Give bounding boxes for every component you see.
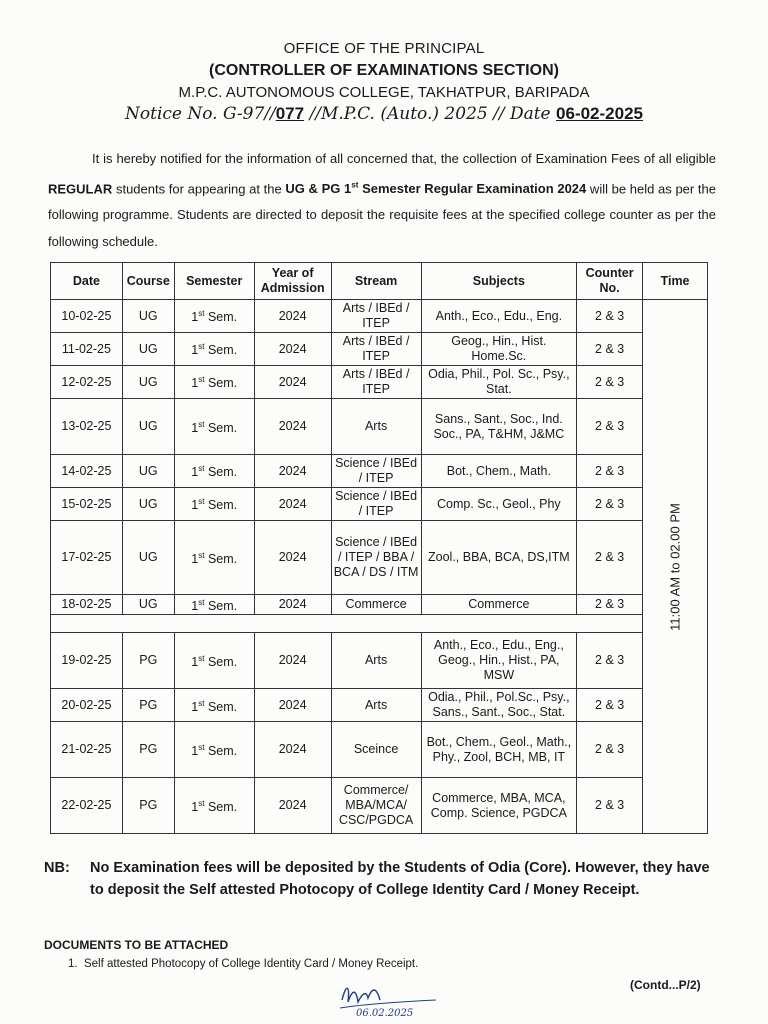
year-cell: 2024	[254, 488, 331, 521]
counter-cell: 2 & 3	[577, 366, 643, 399]
signature-date: 06.02.2025	[356, 1008, 414, 1018]
stream-cell: Science / IBEd / ITEP	[331, 455, 421, 488]
table-row	[51, 300, 708, 333]
course-cell: PG	[122, 778, 174, 834]
subjects-cell: Commerce	[421, 595, 577, 615]
column-header: Time	[643, 263, 708, 300]
column-header: Semester	[174, 263, 254, 300]
time-cell	[643, 300, 708, 834]
stream-cell: Arts	[331, 689, 421, 722]
year-cell: 2024	[254, 521, 331, 595]
column-header: Counter No.	[577, 263, 643, 300]
course-cell: UG	[122, 455, 174, 488]
nb-text: No Examination fees will be deposited by the Students of Odia (Core). However, they have to deposit the Self attested Photocopy of College Identity Card / Money Receipt.	[90, 860, 710, 898]
table-row	[51, 595, 708, 615]
intro-paragraph: It is hereby notified for the information of all concerned that, the collection of Examination Fees of all eligible REGULAR students for appearing at the UG & PG 1st Semester Regular Examination 2024 will be held as per the following programme. Students are directed to deposit the requisite fees at the specified college counter as per the following schedule.	[48, 151, 716, 249]
course-cell: UG	[122, 366, 174, 399]
semester-cell: 1st Sem.	[174, 455, 254, 488]
stream-cell: Science / IBEd / ITEP	[331, 488, 421, 521]
semester-cell: 1st Sem.	[174, 778, 254, 834]
time-value: 11:00 AM to 02.00 PM	[667, 502, 683, 631]
semester-cell: 1st Sem.	[174, 595, 254, 615]
semester-cell: 1st Sem.	[174, 521, 254, 595]
counter-cell: 2 & 3	[577, 595, 643, 615]
date-cell: 11-02-25	[51, 333, 123, 366]
stream-cell: Arts	[331, 633, 421, 689]
course-cell: UG	[122, 521, 174, 595]
year-cell: 2024	[254, 633, 331, 689]
course-cell: PG	[122, 633, 174, 689]
date-cell: 20-02-25	[51, 689, 123, 722]
year-cell: 2024	[254, 333, 331, 366]
section-title: (CONTROLLER OF EXAMINATIONS SECTION)	[209, 62, 559, 79]
counter-cell: 2 & 3	[577, 633, 643, 689]
date-cell: 22-02-25	[51, 778, 123, 834]
table-row	[51, 333, 708, 366]
table-row	[51, 633, 708, 689]
year-cell: 2024	[254, 722, 331, 778]
nb-note	[44, 857, 724, 901]
date-cell: 10-02-25	[51, 300, 123, 333]
counter-cell: 2 & 3	[577, 521, 643, 595]
course-cell: UG	[122, 300, 174, 333]
semester-cell: 1st Sem.	[174, 366, 254, 399]
semester-cell: 1st Sem.	[174, 399, 254, 455]
year-cell: 2024	[254, 399, 331, 455]
table-row	[51, 366, 708, 399]
stream-cell: Commerce/ MBA/MCA/ CSC/PGDCA	[331, 778, 421, 834]
table-row	[51, 455, 708, 488]
subjects-cell: Anth., Eco., Edu., Eng.	[421, 300, 577, 333]
counter-cell: 2 & 3	[577, 488, 643, 521]
date-cell: 13-02-25	[51, 399, 123, 455]
column-header: Stream	[331, 263, 421, 300]
subjects-cell: Anth., Eco., Edu., Eng., Geog., Hin., Hist., PA, MSW	[421, 633, 577, 689]
counter-cell: 2 & 3	[577, 300, 643, 333]
semester-cell: 1st Sem.	[174, 300, 254, 333]
signature	[336, 978, 456, 1018]
column-header: Subjects	[421, 263, 577, 300]
counter-cell: 2 & 3	[577, 399, 643, 455]
table-row	[51, 722, 708, 778]
table-row	[51, 689, 708, 722]
date-cell: 14-02-25	[51, 455, 123, 488]
notice-prefix: Notice No. G-97//	[125, 104, 276, 124]
course-cell: UG	[122, 488, 174, 521]
continued-label: (Contd...P/2)	[630, 978, 701, 992]
date-cell: 15-02-25	[51, 488, 123, 521]
table-header-row	[51, 263, 708, 300]
year-cell: 2024	[254, 300, 331, 333]
notice-date: 06-02-2025	[556, 104, 643, 123]
date-cell: 12-02-25	[51, 366, 123, 399]
table-row	[51, 778, 708, 834]
semester-cell: 1st Sem.	[174, 333, 254, 366]
course-cell: UG	[122, 399, 174, 455]
subjects-cell: Sans., Sant., Soc., Ind. Soc., PA, T&HM, J&MC	[421, 399, 577, 455]
year-cell: 2024	[254, 455, 331, 488]
office-title: OFFICE OF THE PRINCIPAL	[283, 40, 485, 57]
counter-cell: 2 & 3	[577, 722, 643, 778]
stream-cell: Arts	[331, 399, 421, 455]
counter-cell: 2 & 3	[577, 455, 643, 488]
semester-cell: 1st Sem.	[174, 488, 254, 521]
stream-cell: Arts / IBEd / ITEP	[331, 366, 421, 399]
course-cell: PG	[122, 689, 174, 722]
column-header: Date	[51, 263, 123, 300]
date-cell: 18-02-25	[51, 595, 123, 615]
column-header: Course	[122, 263, 174, 300]
stream-cell: Commerce	[331, 595, 421, 615]
table-row	[51, 488, 708, 521]
subjects-cell: Comp. Sc., Geol., Phy	[421, 488, 577, 521]
subjects-cell: Bot., Chem., Math.	[421, 455, 577, 488]
table-row	[51, 521, 708, 595]
documents-heading: DOCUMENTS TO BE ATTACHED	[44, 938, 229, 952]
subjects-cell: Odia, Phil., Pol. Sc., Psy., Stat.	[421, 366, 577, 399]
course-cell: UG	[122, 333, 174, 366]
year-cell: 2024	[254, 366, 331, 399]
notice-line	[0, 104, 768, 124]
subjects-cell: Bot., Chem., Geol., Math., Phy., Zool, BCH, MB, IT	[421, 722, 577, 778]
notice-number: 077	[275, 104, 305, 123]
stream-cell: Arts / IBEd / ITEP	[331, 300, 421, 333]
subjects-cell: Geog., Hin., Hist. Home.Sc.	[421, 333, 577, 366]
course-cell: UG	[122, 595, 174, 615]
separator-row	[51, 615, 708, 633]
year-cell: 2024	[254, 778, 331, 834]
stream-cell: Sceince	[331, 722, 421, 778]
date-cell: 21-02-25	[51, 722, 123, 778]
year-cell: 2024	[254, 689, 331, 722]
nb-label: NB:	[44, 860, 70, 876]
subjects-cell: Commerce, MBA, MCA, Comp. Science, PGDCA	[421, 778, 577, 834]
subjects-cell: Zool., BBA, BCA, DS,ITM	[421, 521, 577, 595]
notice-mid: //M.P.C. (Auto.) 2025 // Date	[304, 104, 557, 124]
stream-cell: Arts / IBEd / ITEP	[331, 333, 421, 366]
counter-cell: 2 & 3	[577, 778, 643, 834]
table-row	[51, 399, 708, 455]
documents-item: 1. Self attested Photocopy of College Identity Card / Money Receipt.	[68, 958, 419, 970]
date-cell: 17-02-25	[51, 521, 123, 595]
fee-schedule-table	[50, 262, 708, 834]
subjects-cell: Odia., Phil., Pol.Sc., Psy., Sans., Sant., Soc., Stat.	[421, 689, 577, 722]
college-name: M.P.C. AUTONOMOUS COLLEGE, TAKHATPUR, BARIPADA	[178, 84, 590, 101]
semester-cell: 1st Sem.	[174, 722, 254, 778]
semester-cell: 1st Sem.	[174, 633, 254, 689]
course-cell: PG	[122, 722, 174, 778]
semester-cell: 1st Sem.	[174, 689, 254, 722]
date-cell: 19-02-25	[51, 633, 123, 689]
column-header: Year of Admission	[254, 263, 331, 300]
counter-cell: 2 & 3	[577, 689, 643, 722]
counter-cell: 2 & 3	[577, 333, 643, 366]
stream-cell: Science / IBEd / ITEP / BBA / BCA / DS / ITM	[331, 521, 421, 595]
year-cell: 2024	[254, 595, 331, 615]
